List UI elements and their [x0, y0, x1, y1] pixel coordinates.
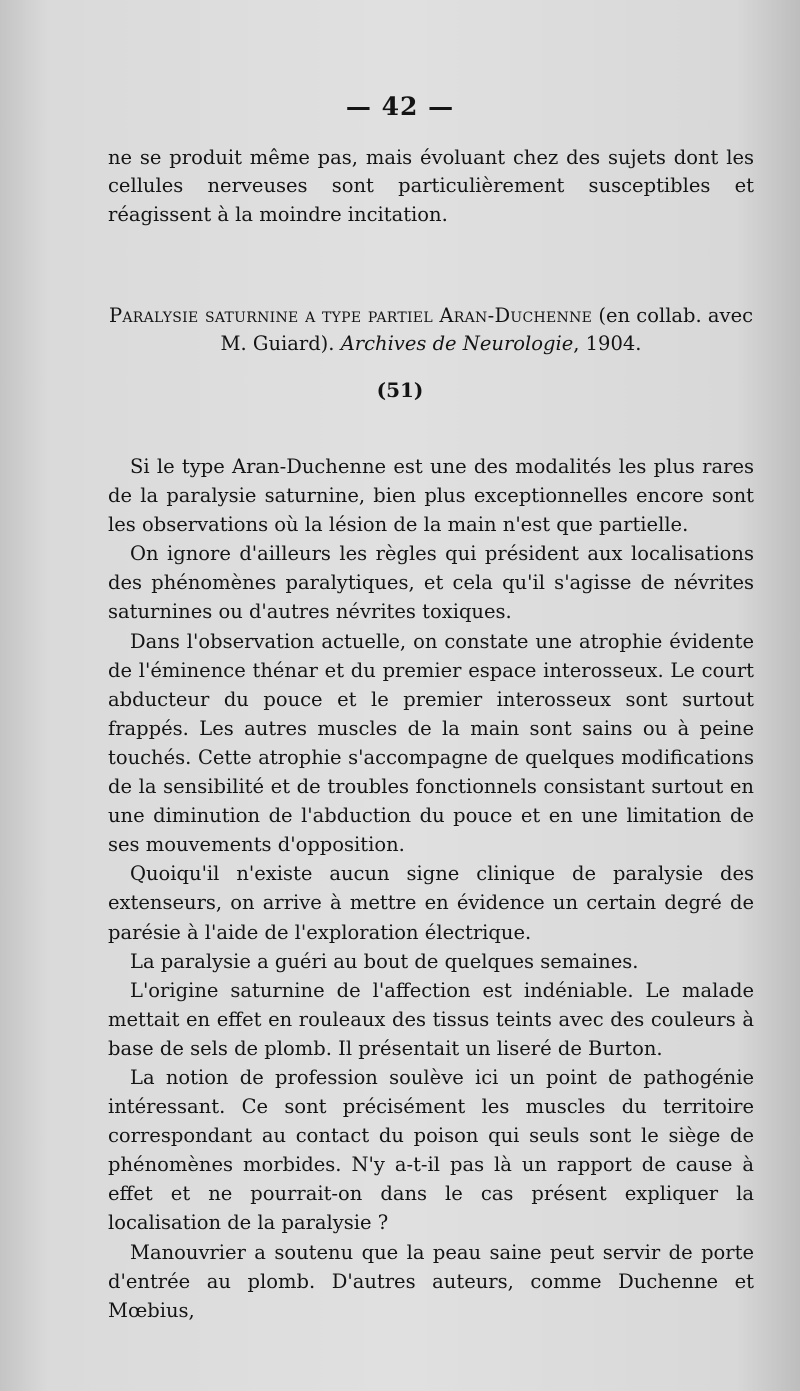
body-paragraph: Manouvrier a soutenu que la peau saine peut servir de porte d'entrée au plomb. D'autres auteurs, comme Duchenne et Mœbius, — [108, 1240, 754, 1322]
body-paragraph: Dans l'observation actuelle, on constate une atrophie évidente de l'éminence thénar et du premier espace interosseux. Le court abducteur du pouce et le premier interosseux sont surtout frappés. Les autres muscles de la main sont sains ou à peine touchés. Cette atrophie s'accompagne de quelques modifications de la sensibilité et de troubles fonctionnels consistant surtout en une diminution de l'abduction du pouce et en une limitation de ses mouvements d'opposition. — [108, 629, 754, 857]
publication-year: , 1904. — [573, 332, 642, 356]
body-paragraph: Quoiqu'il n'existe aucun signe clinique de paralysie des extenseurs, on arrive à mettre en évidence un certain degré de parésie à l'aide de l'exploration électrique. — [108, 862, 754, 944]
reference-number: (51) — [376, 378, 424, 402]
body-paragraph: On ignore d'ailleurs les règles qui président aux localisations des phénomènes paralytiques, et cela qu'il s'agisse de névrites saturnines ou d'autres névrites toxiques. — [108, 542, 754, 624]
body-paragraph: La paralysie a guéri au bout de quelques semaines. — [130, 949, 639, 973]
intro-paragraph: ne se produit même pas, mais évoluant chez des sujets dont les cellules nerveuses sont particulièrement susceptibles et réagissent à la moindre incitation. — [108, 146, 754, 226]
article-heading — [108, 302, 754, 359]
intro-text-block — [108, 144, 754, 229]
page-number: — 42 — — [345, 92, 455, 121]
article-body — [108, 452, 754, 1325]
body-paragraph: La notion de profession soulève ici un point de pathogénie intéressant. Ce sont précisément les muscles du territoire correspondant au contact du poison qui seuls sont le siège de phénomènes morbides. N'y a-t-il pas là un rapport de cause à effet et ne pourrait-on dans le cas présent expliquer la localisation de la paralysie ? — [108, 1065, 754, 1235]
body-paragraph: Si le type Aran-Duchenne est une des modalités les plus rares de la paralysie saturnine, bien plus exceptionnelles encore sont les observations où la lésion de la main n'est que partielle. — [108, 455, 754, 537]
article-collaboration: (en collab. avec M. Guiard). — [220, 304, 754, 356]
journal-name: Archives de Neurologie — [340, 332, 574, 356]
article-title: Paralysie saturnine a type partiel Aran-Duchenne — [108, 304, 593, 327]
body-paragraph: L'origine saturnine de l'affection est indéniable. Le malade mettait en effet en rouleaux des tissus teints avec des couleurs à base de sels de plomb. Il présentait un liseré de Burton. — [108, 978, 754, 1060]
